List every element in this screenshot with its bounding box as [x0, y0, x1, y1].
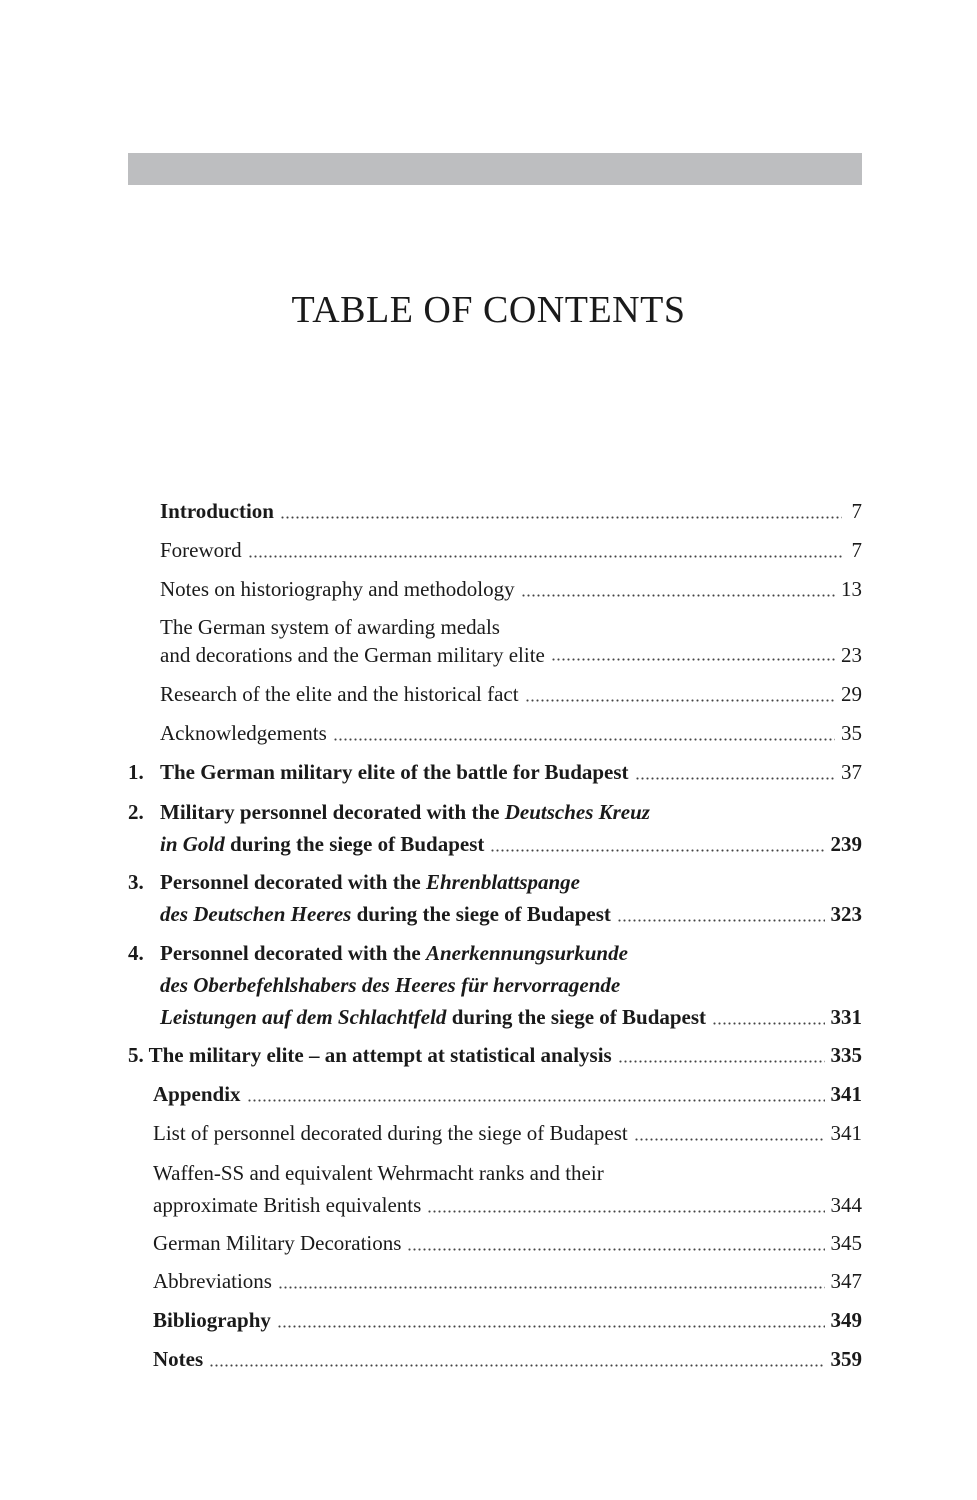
toc-label-italic: Anerkennungsurkunde — [425, 941, 628, 965]
toc-entry-foreword[interactable] — [160, 535, 862, 566]
toc-label: Introduction — [160, 499, 274, 523]
dot-leader — [209, 1364, 824, 1367]
toc-entry-bibliography[interactable] — [153, 1305, 862, 1336]
toc-entry-chapter-5[interactable] — [128, 1040, 862, 1071]
toc-label-line: Waffen-SS and equivalent Wehrmacht ranks and their — [153, 1161, 604, 1185]
toc-entry-notes-historiography[interactable] — [160, 574, 862, 605]
toc-page-number: 323 — [830, 902, 862, 926]
toc-label-italic: in Gold — [160, 832, 225, 856]
toc-page-number: 239 — [830, 832, 862, 856]
dot-leader — [427, 1210, 824, 1213]
toc-page-number: 23 — [841, 643, 862, 667]
toc-label: Notes on historiography and methodology — [160, 577, 515, 601]
dot-leader — [407, 1248, 824, 1251]
toc-page-number: 341 — [830, 1082, 862, 1106]
toc-page-number: 331 — [830, 1005, 862, 1029]
dot-leader — [278, 1286, 825, 1289]
toc-label: Research of the elite and the historical fact — [160, 682, 519, 706]
toc-label: List of personnel decorated during the siege of Budapest — [153, 1121, 628, 1145]
toc-label-italic: Ehrenblattspange — [425, 870, 581, 894]
toc-label: 5. The military elite – an attempt at statistical analysis — [128, 1043, 612, 1067]
dot-leader — [521, 594, 835, 597]
chapter-number: 1. — [128, 760, 144, 784]
toc-label-text: during the siege of Budapest — [351, 902, 611, 926]
toc-page-number: 7 — [851, 538, 862, 562]
dot-leader — [617, 919, 825, 922]
header-accent-bar — [128, 153, 862, 185]
toc-entry-german-system[interactable] — [160, 613, 862, 669]
toc-entry-german-decorations[interactable] — [153, 1228, 862, 1259]
toc-page-number: 345 — [830, 1231, 862, 1255]
toc-label-italic: Deutsches Kreuz — [504, 800, 650, 824]
page-title: TABLE OF CONTENTS — [291, 289, 686, 331]
toc-label: German Military Decorations — [153, 1231, 402, 1255]
toc-page-number: 7 — [851, 499, 862, 523]
dot-leader — [618, 1060, 825, 1063]
toc-label: The German military elite of the battle for Budapest — [160, 760, 629, 784]
toc-page-number: 341 — [830, 1121, 862, 1145]
dot-leader — [551, 658, 835, 661]
toc-entry-abbreviations[interactable] — [153, 1266, 862, 1297]
toc-label: Foreword — [160, 538, 242, 562]
toc-label-text: Military personnel decorated with the — [160, 800, 505, 824]
toc-page-number: 335 — [830, 1043, 862, 1067]
toc-label-italic: des Oberbefehlshabers des Heeres für hervorragende — [160, 973, 621, 997]
toc-entry-chapter-3[interactable] — [128, 866, 862, 930]
toc-page-number: 349 — [830, 1308, 862, 1332]
toc-entry-research-elite[interactable] — [160, 679, 862, 710]
toc-page-number: 359 — [830, 1347, 862, 1371]
toc-page-number: 347 — [830, 1269, 862, 1293]
dot-leader — [333, 738, 835, 741]
toc-page-number: 13 — [841, 577, 862, 601]
toc-entry-appendix[interactable] — [153, 1079, 862, 1110]
toc-label-line: The German system of awarding medals — [160, 615, 500, 639]
toc-page-number: 35 — [841, 721, 862, 745]
toc-entry-chapter-2[interactable] — [128, 796, 862, 860]
dot-leader — [712, 1022, 824, 1025]
toc-label-italic: Leistungen auf dem Schlachtfeld — [160, 1005, 447, 1029]
dot-leader — [280, 516, 842, 519]
chapter-number: 2. — [128, 800, 144, 824]
toc-label: Acknowledgements — [160, 721, 327, 745]
dot-leader — [248, 555, 842, 558]
dot-leader — [277, 1325, 825, 1328]
toc-label-text: during the siege of Budapest — [446, 1005, 707, 1029]
toc-label-text: Personnel decorated with the — [160, 941, 426, 965]
toc-label-italic: des Deutschen Heeres — [160, 902, 352, 926]
toc-label-text: during the siege of Budapest — [224, 832, 485, 856]
chapter-number: 4. — [128, 941, 144, 965]
toc-page-number: 344 — [830, 1193, 862, 1217]
dot-leader — [634, 1138, 825, 1141]
toc-entry-chapter-4[interactable] — [128, 937, 862, 1033]
dot-leader — [490, 849, 824, 852]
toc-entry-acknowledgements[interactable] — [160, 718, 862, 749]
chapter-number: 3. — [128, 870, 144, 894]
toc-label-line: approximate British equivalents — [153, 1193, 422, 1217]
toc-label: Abbreviations — [153, 1269, 272, 1293]
toc-entry-introduction[interactable] — [160, 496, 862, 527]
dot-leader — [525, 699, 835, 702]
toc-page-number: 37 — [841, 760, 862, 784]
toc-entry-chapter-1[interactable] — [128, 757, 862, 788]
toc-page-number: 29 — [841, 682, 862, 706]
toc-entry-waffen-ss[interactable] — [153, 1157, 862, 1221]
toc-label: Bibliography — [153, 1308, 271, 1332]
dot-leader — [635, 777, 835, 780]
dot-leader — [247, 1099, 825, 1102]
toc-entry-list-personnel[interactable] — [153, 1118, 862, 1149]
toc-label-line: and decorations and the German military elite — [160, 643, 545, 667]
toc-label: Appendix — [153, 1082, 241, 1106]
toc-entry-notes[interactable] — [153, 1344, 862, 1375]
toc-label: Notes — [153, 1347, 204, 1371]
toc-label-text: Personnel decorated with the — [160, 870, 426, 894]
